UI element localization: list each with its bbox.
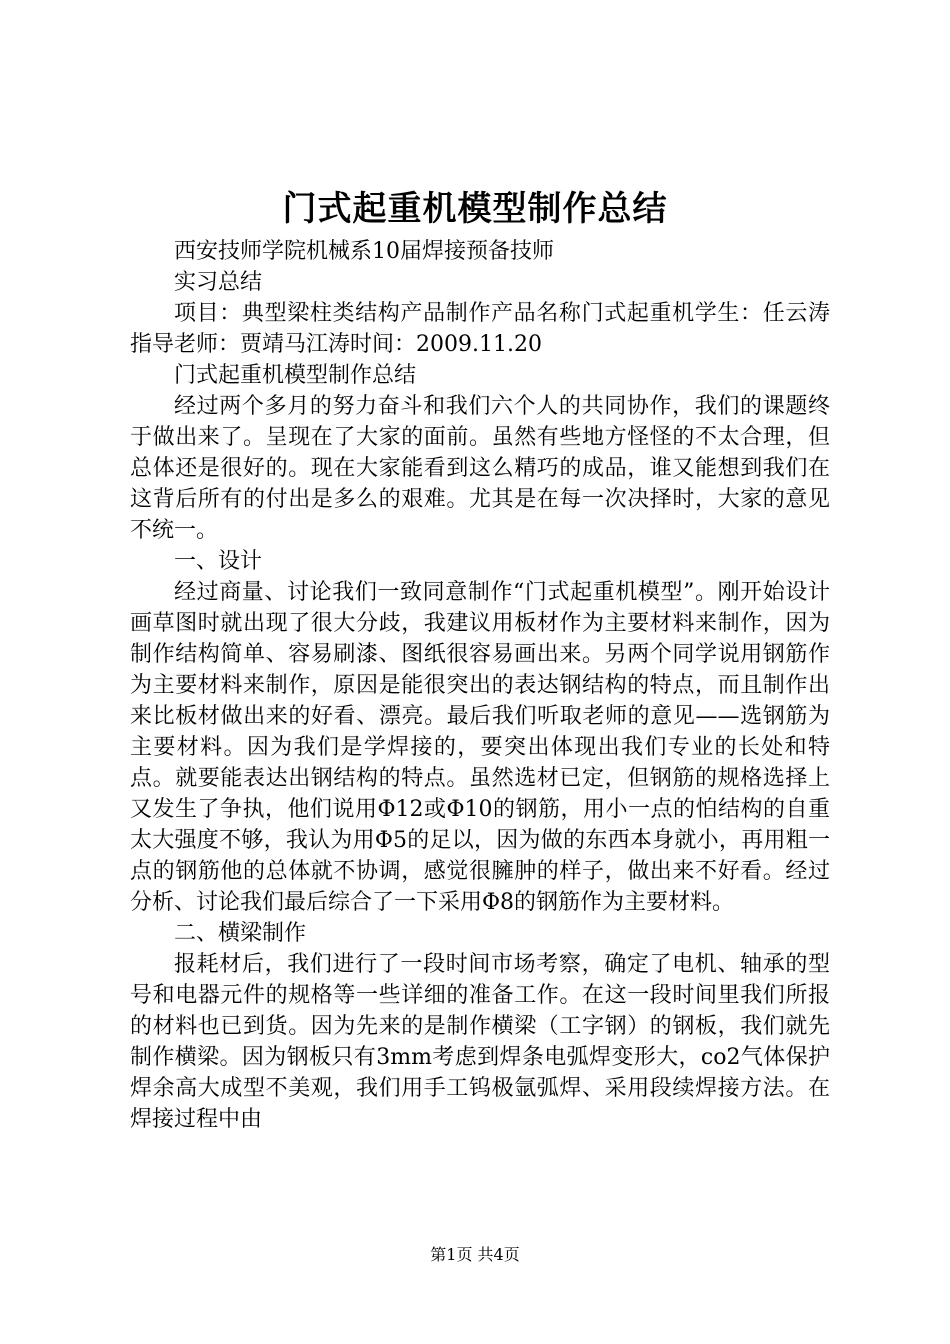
paragraph-project-info: 项目：典型梁柱类结构产品制作产品名称门式起重机学生：任云涛指导老师：贾靖马江涛时间：2009.11.20 — [130, 301, 830, 357]
document-title: 门式起重机模型制作总结 — [282, 189, 668, 229]
page-number: 第1页 共4页 — [430, 1245, 520, 1264]
paragraph-subtitle: 门式起重机模型制作总结 — [174, 363, 417, 388]
paragraph-design: 经过商量、讨论我们一致同意制作“门式起重机模型”。刚开始设计画草图时就出现了很大分歧，我建议用板材作为主要材料来制作，因为制作结构简单、容易刷漆、图纸很容易画出来。另两个同学说用钢筋作为主要材料来制作，原因是能很突出的表达钢结构的特点，而且制作出来比板材做出来的好看、漂亮。最后我们听取老师的意见——选钢筋为主要材料。因为我们是学焊接的，要突出体现出我们专业的长处和特点。就要能表达出钢结构的特点。虽然选材已定，但钢筋的规格选择上又发生了争执，他们说用Φ12或Φ10的钢筋，用小一点的怕结构的自重太大强度不够，我认为用Φ5的足以，因为做的东西本身就小，再用粗一点的钢筋他的总体就不协调，感觉很臃肿的样子，做出来不好看。经过分析、讨论我们最后综合了一下采用Φ8的钢筋作为主要材料。 — [130, 580, 830, 915]
paragraph-school: 西安技师学院机械系10届焊接预备技师 — [174, 239, 554, 264]
paragraph-beam: 报耗材后，我们进行了一段时间市场考察，确定了电机、轴承的型号和电器元件的规格等一些详细的准备工作。在这一段时间里我们所报的材料也已到货。因为先来的是制作横梁（工字钢）的钢板，我们就先制作横梁。因为钢板只有3mm考虑到焊条电弧焊变形大，co2气体保护焊余高大成型不美观，我们用手工钨极氩弧焊、采用段续焊接方法。在焊接过程中由 — [130, 952, 830, 1132]
section-heading-beam: 二、横梁制作 — [174, 921, 307, 946]
document-body — [130, 236, 830, 1135]
section-heading-design: 一、设计 — [174, 549, 263, 574]
paragraph-intro: 经过两个多月的努力奋斗和我们六个人的共同协作，我们的课题终于做出来了。呈现在了大家的面前。虽然有些地方怪怪的不太合理，但总体还是很好的。现在大家能看到这么精巧的成品，谁又能想到我们在这背后所有的付出是多么的艰难。尤其是在每一次决择时，大家的意见不统一。 — [130, 394, 830, 543]
paragraph-report-type: 实习总结 — [174, 270, 263, 295]
